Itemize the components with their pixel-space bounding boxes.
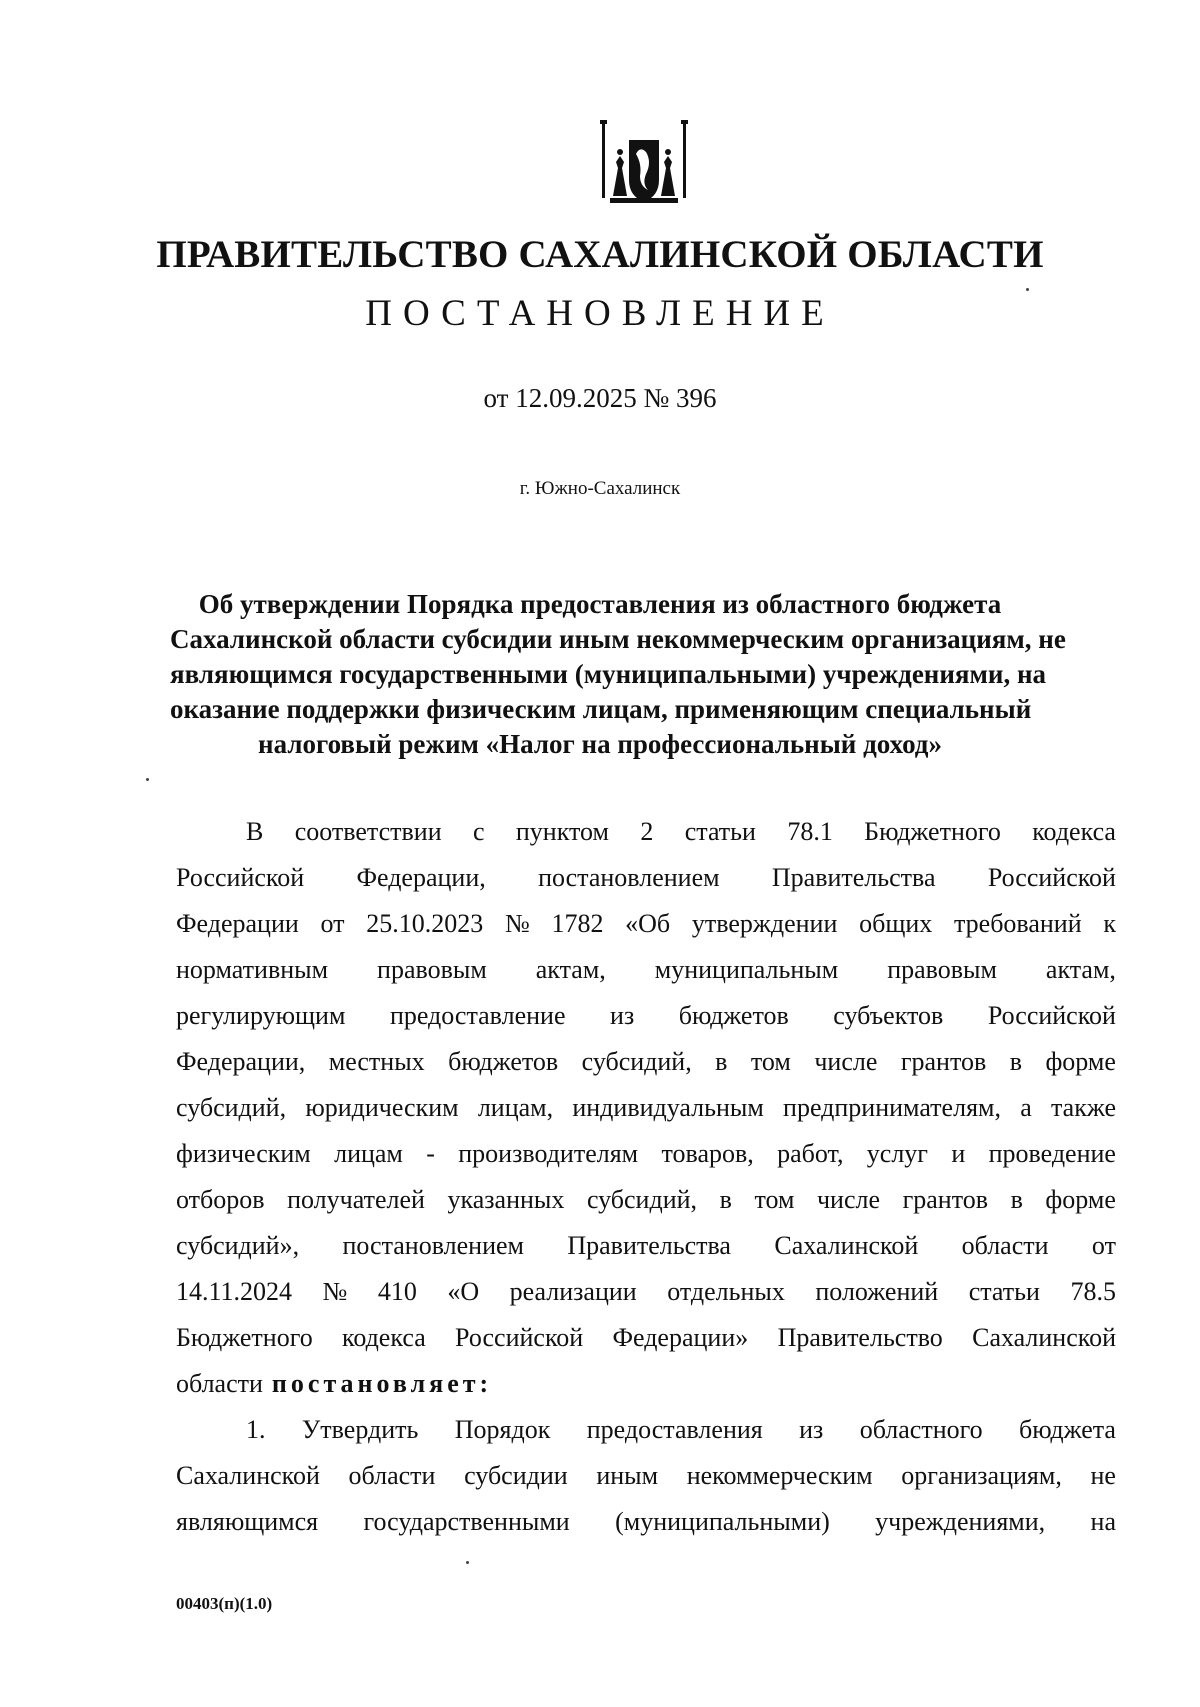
body-word: общих xyxy=(859,909,933,938)
body-word: и xyxy=(951,1139,966,1168)
body-word: форме xyxy=(1045,1047,1116,1076)
title-line: налоговый режим «Налог на профессиональный доход» xyxy=(258,729,942,759)
body-word: субъектов xyxy=(833,1001,944,1030)
body-word: форме xyxy=(1045,1185,1116,1214)
body-word: Сахалинской xyxy=(176,1461,320,1490)
body-word: к xyxy=(1103,909,1116,938)
city-line: г. Южно-Сахалинск xyxy=(519,478,681,499)
body-word: - xyxy=(426,1139,435,1168)
body-word: организациям, xyxy=(901,1461,1062,1490)
body-word: Бюджетного xyxy=(176,1323,313,1352)
body-word: являющимся xyxy=(176,1507,319,1536)
body-line xyxy=(176,1001,1116,1047)
body-word: числе xyxy=(814,1047,878,1076)
body-word: «Об xyxy=(625,909,671,938)
body-word: проведение xyxy=(988,1139,1116,1168)
body-word: не xyxy=(1090,1461,1116,1490)
body-word: области xyxy=(348,1461,436,1490)
body-word: № xyxy=(504,909,530,938)
body-word: бюджета xyxy=(1019,1415,1116,1444)
body-word: Российской xyxy=(987,1001,1116,1030)
document-type: ПОСТАНОВЛЕНИЕ xyxy=(365,293,835,334)
body-word: актам, xyxy=(535,955,606,984)
body-word: из xyxy=(610,1001,635,1030)
body-word: 78.1 xyxy=(787,817,833,846)
body-word: 25.10.2023 xyxy=(366,909,484,938)
title-line: Сахалинской области субсидии иным некоммерческим организациям, не xyxy=(170,624,1066,654)
coat-of-arms-icon xyxy=(596,118,692,214)
body-word: Российской xyxy=(455,1323,584,1352)
body-line xyxy=(176,1231,1116,1277)
body-word: а xyxy=(1020,1093,1032,1122)
body-word: 2 xyxy=(640,817,654,846)
body-word: из xyxy=(799,1415,824,1444)
body-word: том xyxy=(750,1047,791,1076)
item-1-line xyxy=(176,1415,1116,1461)
title-line: являющимся государственными (муниципальными) учреждениями, на xyxy=(170,659,1047,689)
body-word: указанных xyxy=(447,1185,565,1214)
body-word: требований xyxy=(953,909,1082,938)
body-word: актам, xyxy=(1045,955,1116,984)
body-word: Правительства xyxy=(771,863,936,892)
body-line xyxy=(176,1323,1116,1369)
body-word: статьи xyxy=(684,817,756,846)
body-word: местных xyxy=(328,1047,425,1076)
body-word: на xyxy=(1090,1507,1116,1536)
body-word: субсидий, xyxy=(176,1093,287,1122)
body-word: правовым xyxy=(887,955,997,984)
item-1-line xyxy=(176,1507,1116,1553)
body-word: Федерации xyxy=(176,909,299,938)
body-word: лицам xyxy=(334,1139,403,1168)
body-line xyxy=(176,1047,1116,1093)
resolution-title xyxy=(170,587,1066,762)
body-word: реализации xyxy=(509,1277,637,1306)
body-word: кодекса xyxy=(342,1323,426,1352)
body-word: бюджетов xyxy=(678,1001,789,1030)
body-word: предоставления xyxy=(586,1415,763,1444)
body-word: от xyxy=(320,909,345,938)
body-word: работ, xyxy=(777,1139,844,1168)
document-number-date: от 12.09.2025 № 396 xyxy=(483,383,717,413)
body-word: предпринимателям, xyxy=(783,1093,1001,1122)
body-word: от xyxy=(1091,1231,1116,1260)
title-line: оказание поддержки физическим лицам, применяющим специальный xyxy=(170,694,1032,724)
body-word: В xyxy=(246,817,264,846)
body-word: правовым xyxy=(377,955,487,984)
body-word: Федерации, xyxy=(356,863,486,892)
body-word: физическим xyxy=(176,1139,311,1168)
body-word: субсидий, xyxy=(581,1047,692,1076)
body-word: государственными xyxy=(363,1507,570,1536)
body-word: Правительства xyxy=(567,1231,731,1260)
body-word: Российской xyxy=(987,863,1116,892)
body-word: областного xyxy=(859,1415,983,1444)
body-word: юридическим xyxy=(305,1093,459,1122)
body-line-final xyxy=(176,1369,1116,1415)
document-body xyxy=(176,817,1116,1553)
body-word: 410 xyxy=(377,1277,417,1306)
body-word: в xyxy=(719,1185,732,1214)
body-word: утверждении xyxy=(691,909,838,938)
scan-speck xyxy=(466,1561,469,1564)
body-line xyxy=(176,863,1116,909)
body-word: производителям xyxy=(458,1139,639,1168)
body-word: регулирующим xyxy=(176,1001,346,1030)
body-word: субсидий, xyxy=(586,1185,698,1214)
body-word: товаров, xyxy=(661,1139,754,1168)
organization-title: ПРАВИТЕЛЬСТВО САХАЛИНСКОЙ ОБЛАСТИ xyxy=(156,233,1044,276)
body-word: пунктом xyxy=(515,817,609,846)
body-word: муниципальным xyxy=(654,955,839,984)
resolves-keyword: постановляет: xyxy=(271,1369,493,1398)
body-word: Правительство xyxy=(777,1323,943,1352)
body-word: соответствии xyxy=(294,817,442,846)
body-word: том xyxy=(754,1185,795,1214)
body-word: грантов xyxy=(900,1047,987,1076)
body-word: области xyxy=(961,1231,1049,1260)
body-word: иным xyxy=(596,1461,659,1490)
body-line xyxy=(176,1139,1116,1185)
body-word: некоммерческим xyxy=(686,1461,873,1490)
body-word: 1. xyxy=(246,1415,266,1444)
body-word: кодекса xyxy=(1032,817,1116,846)
body-word: отборов xyxy=(176,1185,265,1214)
body-word: нормативным xyxy=(176,955,329,984)
body-word: отдельных xyxy=(667,1277,785,1306)
body-word: статьи xyxy=(968,1277,1040,1306)
body-word: получателей xyxy=(287,1185,425,1214)
body-word: 14.11.2024 xyxy=(176,1277,293,1306)
body-word: Федерации» xyxy=(612,1323,749,1352)
scan-speck xyxy=(1026,288,1029,291)
body-word: учреждениями, xyxy=(875,1507,1046,1536)
body-line xyxy=(176,909,1116,955)
body-word: в xyxy=(715,1047,728,1076)
body-word: «О xyxy=(447,1277,480,1306)
body-line xyxy=(176,1093,1116,1139)
body-word: услуг xyxy=(866,1139,928,1168)
body-word: Утвердить xyxy=(301,1415,419,1444)
body-word: Сахалинской xyxy=(972,1323,1116,1352)
body-word: субсидий», xyxy=(176,1231,300,1260)
item-1-line xyxy=(176,1461,1116,1507)
form-code: 00403(п)(1.0) xyxy=(176,1594,273,1613)
body-word: индивидуальным xyxy=(572,1093,764,1122)
title-line: Об утверждении Порядка предоставления из областного бюджета xyxy=(198,589,1002,619)
body-word: области xyxy=(176,1369,263,1398)
body-line xyxy=(176,1185,1116,1231)
body-line xyxy=(176,955,1116,1001)
body-word: бюджетов xyxy=(448,1047,559,1076)
body-line xyxy=(176,817,1116,863)
body-word: субсидии xyxy=(464,1461,568,1490)
body-word: Порядок xyxy=(454,1415,551,1444)
body-word: числе xyxy=(816,1185,881,1214)
body-word: грантов xyxy=(902,1185,989,1214)
body-word: постановлением xyxy=(538,863,720,892)
body-word: в xyxy=(1010,1185,1023,1214)
body-word: 78.5 xyxy=(1070,1277,1116,1306)
body-word: Бюджетного xyxy=(864,817,1001,846)
body-word: № xyxy=(322,1277,348,1306)
body-word: предоставление xyxy=(389,1001,566,1030)
scan-speck xyxy=(146,778,149,781)
body-line xyxy=(176,1277,1116,1323)
body-word: 1782 xyxy=(551,909,604,938)
body-word: с xyxy=(472,817,485,846)
body-word: Сахалинской xyxy=(774,1231,919,1260)
body-word: (муниципальными) xyxy=(615,1507,830,1536)
body-word: в xyxy=(1009,1047,1022,1076)
body-word: постановлением xyxy=(342,1231,524,1260)
body-word: Российской xyxy=(176,863,305,892)
body-word: также xyxy=(1050,1093,1116,1122)
body-word: лицам, xyxy=(477,1093,554,1122)
body-word: Федерации, xyxy=(176,1047,306,1076)
body-word: положений xyxy=(815,1277,939,1306)
